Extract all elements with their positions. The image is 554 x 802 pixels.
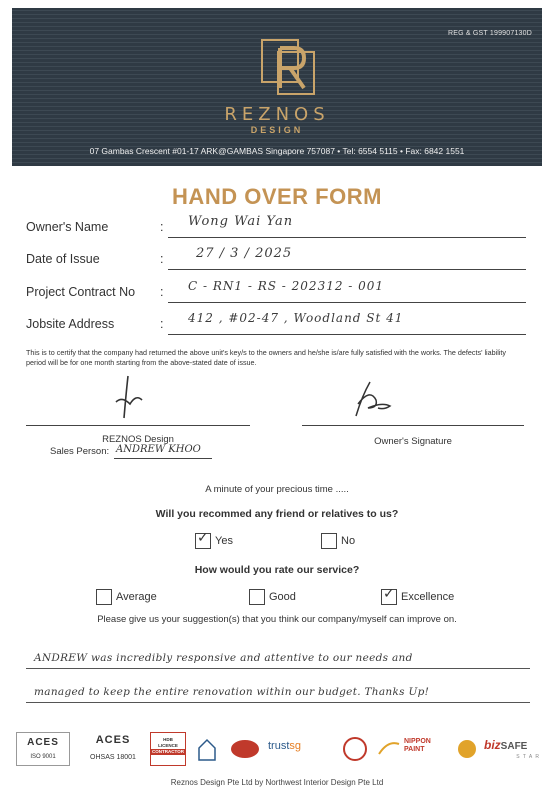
date-of-issue-value: 27 / 3 / 2025 (196, 246, 293, 261)
field-label: Project Contract No (26, 285, 136, 299)
biz-text: biz (484, 738, 501, 752)
colon: : (160, 285, 164, 299)
hdb-text: CONTRACTOR (152, 749, 184, 754)
owner-name-row (26, 216, 526, 238)
aces-text: ACES (95, 734, 131, 746)
company-name-label: REZNOS Design (102, 434, 174, 445)
company-address: 07 Gambas Crescent #01-17 ARK@GAMBAS Singapore 757087 • Tel: 6554 5115 • Fax: 6842 1551 (89, 146, 465, 156)
underline (168, 269, 526, 270)
checkbox-yes[interactable] (195, 530, 211, 549)
sales-person-underline (114, 458, 212, 459)
field-label: Owner's Name (26, 220, 109, 234)
aces-iso-logo (16, 732, 70, 766)
underline (168, 237, 526, 238)
reg-number: REG & GST 199907130D (447, 30, 532, 37)
underline (168, 302, 526, 303)
contract-no-value: C - RN1 - RS - 202312 - 001 (188, 279, 385, 293)
writing-line-2 (26, 702, 530, 703)
nippon-text: NIPPON (404, 738, 431, 745)
jobsite-address-value: 412 , #02-47 , Woodland St 41 (188, 311, 404, 325)
company-signature-line (26, 425, 250, 426)
iso-text: ISO 9001 (30, 754, 56, 760)
option-label: Good (269, 591, 296, 603)
feedback-line-2: managed to keep the entire renovation within our budget. Thanks Up! (34, 686, 430, 698)
aces-text: ACES (27, 737, 59, 748)
underline (168, 334, 526, 335)
survey-intro: A minute of your precious time ..... (205, 484, 349, 495)
owner-signature-label: Owner's Signature (374, 436, 452, 447)
company-signature-icon (110, 374, 150, 422)
circle-emblem-icon (338, 732, 372, 766)
option-label: Excellence (401, 591, 455, 603)
checkbox-excellence[interactable] (381, 586, 397, 605)
suggestion-prompt: Please give us your suggestion(s) that you think our company/myself can improve on. (97, 614, 457, 625)
certification-statement: This is to certify that the company had returned the above unit's key/s to the owners and he/she is/are fully satisfied with the works. The defects' liability period will be for one month starting from the above-stated date of issue. (26, 348, 507, 367)
accreditation-logos (16, 732, 540, 770)
ohsas-text: OHSAS 18001 (90, 754, 136, 761)
bizsafe-star-logo (484, 732, 540, 766)
owner-name-value: Wong Wai Yan (188, 214, 294, 229)
aces-ohsas-logo (82, 732, 144, 766)
sg-text: sg (289, 740, 302, 752)
option-label: Yes (215, 535, 233, 547)
star-text: S T A R (516, 754, 540, 760)
house-logo-icon (196, 732, 218, 766)
option-label: Average (116, 591, 157, 603)
hdb-text: HDB (163, 737, 173, 742)
letterhead (12, 8, 542, 166)
jobsite-address-row (26, 313, 526, 335)
option-label: No (341, 535, 356, 547)
check-icon: ✓ (197, 530, 209, 546)
contract-no-row (26, 281, 526, 303)
date-of-issue-row (26, 248, 526, 270)
form-title: HAND OVER FORM (172, 184, 382, 209)
trust-text: trust (268, 740, 290, 752)
checkbox-good[interactable] (249, 589, 265, 605)
field-label: Jobsite Address (26, 317, 115, 331)
trustsg-logo (268, 732, 334, 766)
colon: : (160, 317, 164, 331)
red-emblem-icon (228, 732, 262, 766)
brand-name: REZNOS (224, 104, 330, 125)
sales-person-value: ANDREW KHOO (116, 444, 201, 455)
footer-company: Reznos Design Pte Ltd by Northwest Interior Design Pte Ltd (170, 778, 384, 787)
writing-line-1 (26, 668, 530, 669)
question-rating: How would you rate our service? (194, 564, 360, 576)
swoosh-logo-icon (376, 732, 402, 766)
nippon-paint-logo (404, 732, 454, 766)
safe-text: SAFE (500, 741, 528, 752)
reznos-logo-icon (258, 36, 320, 98)
colon: : (160, 252, 164, 266)
gold-badge-icon (456, 732, 478, 766)
owner-signature-line (302, 425, 524, 426)
sales-person-label: Sales Person: (50, 446, 110, 457)
checkbox-no[interactable] (321, 533, 337, 549)
hdb-text: LICENCE (158, 743, 178, 748)
owner-signature-icon (348, 378, 398, 422)
checkbox-average[interactable] (96, 589, 112, 605)
hdb-licence-logo (150, 732, 186, 766)
check-icon: ✓ (383, 586, 395, 602)
question-recommend: Will you recommed any friend or relatives to us? (155, 508, 399, 520)
feedback-line-1: ANDREW was incredibly responsive and attentive to our needs and (34, 652, 413, 664)
paint-text: PAINT (404, 746, 425, 753)
field-label: Date of Issue (26, 252, 100, 266)
brand-subtitle: DESIGN (250, 125, 304, 135)
colon: : (160, 220, 164, 234)
